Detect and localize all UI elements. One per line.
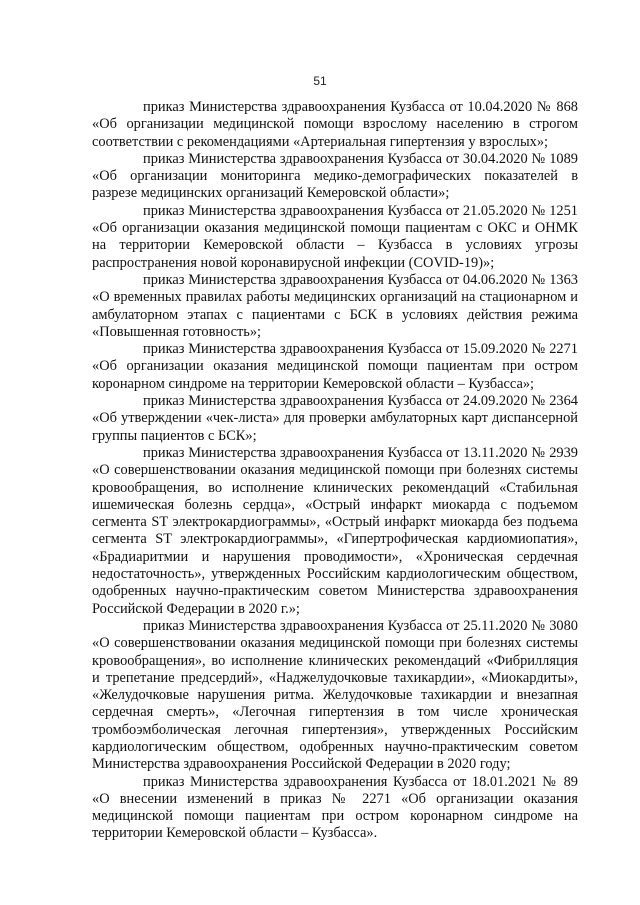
order-paragraph-3080: приказ Министерства здравоохранения Кузбасса от 25.11.2020 № 3080 «О совершенствовании оказания медицинской помощи при болезнях системы кровообращения», во исполнение клинических рекомендаций «Фибрилляция и трепетание предсердий», «Наджелудочковые тахикардии», «Миокардиты», «Желудочковые нарушения ритма. Желудочковые тахикардии и внезапная сердечная смерть», «Легочная гипертензия в том числе хроническая тромбоэмболическая легочная гипертензия», утвержденных Российским кардиологическим обществом, одобренных научно-практическим советом Министерства здравоохранения Российской Федерации в 2020 году;: [92, 617, 578, 773]
order-paragraph-868: приказ Министерства здравоохранения Кузбасса от 10.04.2020 № 868 «Об организации медицинской помощи взрослому населению в строгом соответствии с рекомендациями «Артериальная гипертензия у взрослых»;: [92, 99, 578, 150]
order-paragraph-1089: приказ Министерства здравоохранения Кузбасса от 30.04.2020 № 1089 «Об организации мониторинга медико-демографических показателей в разрезе медицинских организаций Кемеровской области»;: [92, 150, 578, 202]
page-body: [92, 99, 578, 843]
order-paragraph-1363: приказ Министерства здравоохранения Кузбасса от 04.06.2020 № 1363 «О временных правилах работы медицинских организаций на стационарном и амбулаторном этапах с пациентами с БСК в условиях действия режима «Повышенная готовность»;: [92, 271, 578, 340]
order-paragraph-1251: приказ Министерства здравоохранения Кузбасса от 21.05.2020 № 1251 «Об организации оказания медицинской помощи пациентам с ОКС и ОНМК на территории Кемеровской области – Кузбасса в условиях угрозы распространения новой коронавирусной инфекции (COVID-19)»;: [92, 202, 578, 271]
order-paragraph-2364: приказ Министерства здравоохранения Кузбасса от 24.09.2020 № 2364 «Об утверждении «чек-листа» для проверки амбулаторных карт диспансерной группы пациентов с БСК»;: [92, 393, 578, 444]
order-paragraph-89: приказ Министерства здравоохранения Кузбасса от 18.01.2021 № 89 «О внесении изменений в приказ № 2271 «Об организации оказания медицинской помощи пациентам при остром коронарном синдроме на территории Кемеровской области – Кузбасса».: [92, 773, 578, 842]
order-paragraph-2939: приказ Министерства здравоохранения Кузбасса от 13.11.2020 № 2939 «О совершенствовании оказания медицинской помощи при болезнях системы кровообращения, во исполнение клинических рекомендаций «Стабильная ишемическая болезнь сердца», «Острый инфаркт миокарда с подъемом сегмента ST электрокардиограммы», «Острый инфаркт миокарда без подъема сегмента ST электрокардиограммы», «Гипертрофическая кардиомиопатия», «Брадиаритмии и нарушения проводимости», «Хроническая сердечная недостаточность», утвержденных Российским кардиологическим обществом, одобренных научно-практическим советом Министерства здравоохранения Российской Федерации в 2020 г.»;: [92, 444, 578, 617]
page-number: 51: [313, 74, 327, 88]
order-paragraph-2271: приказ Министерства здравоохранения Кузбасса от 15.09.2020 № 2271 «Об организации оказания медицинской помощи пациентам при остром коронарном синдроме на территории Кемеровской области – Кузбасса»;: [92, 341, 578, 392]
